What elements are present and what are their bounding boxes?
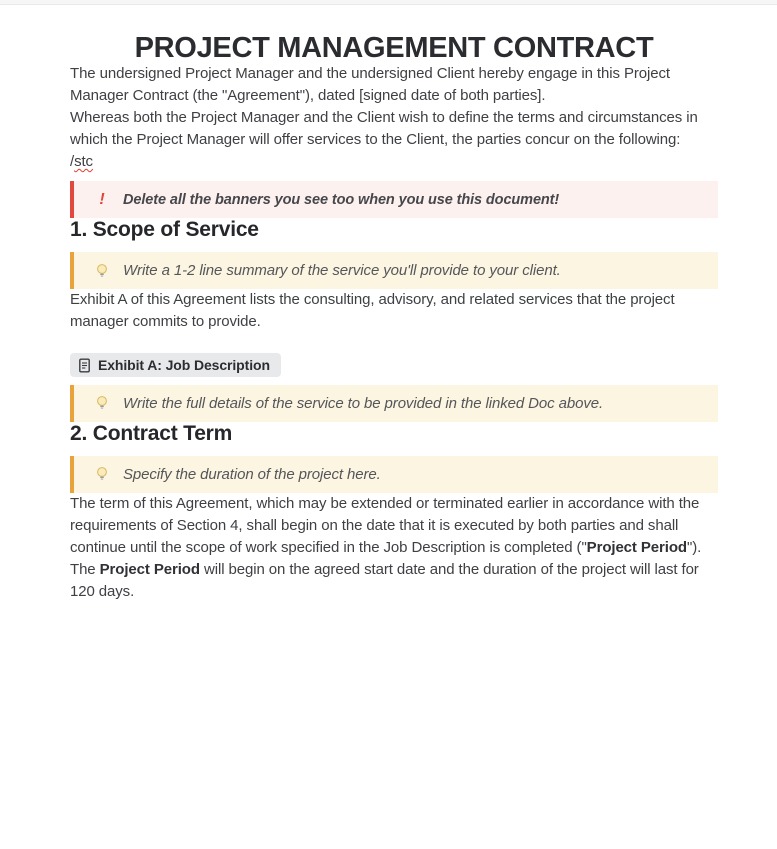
term-paragraph-1-bold: Project Period <box>586 538 687 556</box>
section-heading-contract-term: 2. Contract Term <box>70 421 233 445</box>
alert-banner-text: Delete all the banners you see too when you use this document! <box>123 191 560 208</box>
intro-paragraph-2-text: Whereas both the Project Manager and the Client wish to define the terms and circumstances in which the Project Manager will offer services to the Client, the parties concur on the following: <box>70 109 698 148</box>
linked-doc-row <box>70 353 718 378</box>
linked-doc-chip-label: Exhibit A: Job Description <box>98 357 270 373</box>
term-paragraph-1-pre: The term of this Agreement, which may be extended or terminated earlier in accordance with the requirements of Section 4, shall begin on the date that it is executed by both parties and shall continue until the scope of work specified in the Job Description is completed (" <box>70 494 700 556</box>
exclamation-icon: ! <box>99 190 105 208</box>
tip-banner-text: Write a 1-2 line summary of the service you'll provide to your client. <box>123 262 561 279</box>
section-heading-scope-of-service: 1. Scope of Service <box>70 218 259 241</box>
intro-paragraph-1: The undersigned Project Manager and the undersigned Client hereby engage in this Project Manager Contract (the "Agreement"), dated [signed date of both parties]. <box>70 65 670 104</box>
document-icon <box>78 358 91 373</box>
linked-doc-chip[interactable] <box>70 353 281 377</box>
intro-paragraph-2 <box>70 107 718 173</box>
tip-banner-term-duration <box>70 456 718 493</box>
tip-banner-scope-summary <box>70 252 718 289</box>
term-paragraph-2-bold: Project Period <box>99 560 200 578</box>
alert-banner <box>70 181 718 218</box>
tip-banner-text: Specify the duration of the project here. <box>123 465 381 483</box>
slash-command-word: stc <box>74 153 93 170</box>
term-paragraph-1 <box>70 493 718 559</box>
lightbulb-icon <box>94 263 110 279</box>
lightbulb-icon <box>94 466 110 482</box>
document-title: PROJECT MANAGEMENT CONTRACT <box>134 32 654 64</box>
tip-banner-scope-details <box>70 385 718 422</box>
term-paragraph-2-post: will begin on the agreed start date and the duration of the project will last for 120 days. <box>70 560 699 600</box>
slash-command-prefix: / <box>70 153 75 170</box>
lightbulb-icon <box>94 395 110 411</box>
slash-command-line <box>70 151 718 173</box>
scope-paragraph: Exhibit A of this Agreement lists the consulting, advisory, and related services that the project manager commits to provide. <box>70 291 675 330</box>
term-paragraph-1-post: "). <box>686 538 702 556</box>
term-paragraph-2-pre: The <box>70 560 100 578</box>
term-paragraph-2 <box>70 559 718 603</box>
document-canvas[interactable] <box>0 5 777 633</box>
tip-banner-text: Write the full details of the service to be provided in the linked Doc above. <box>123 394 604 412</box>
